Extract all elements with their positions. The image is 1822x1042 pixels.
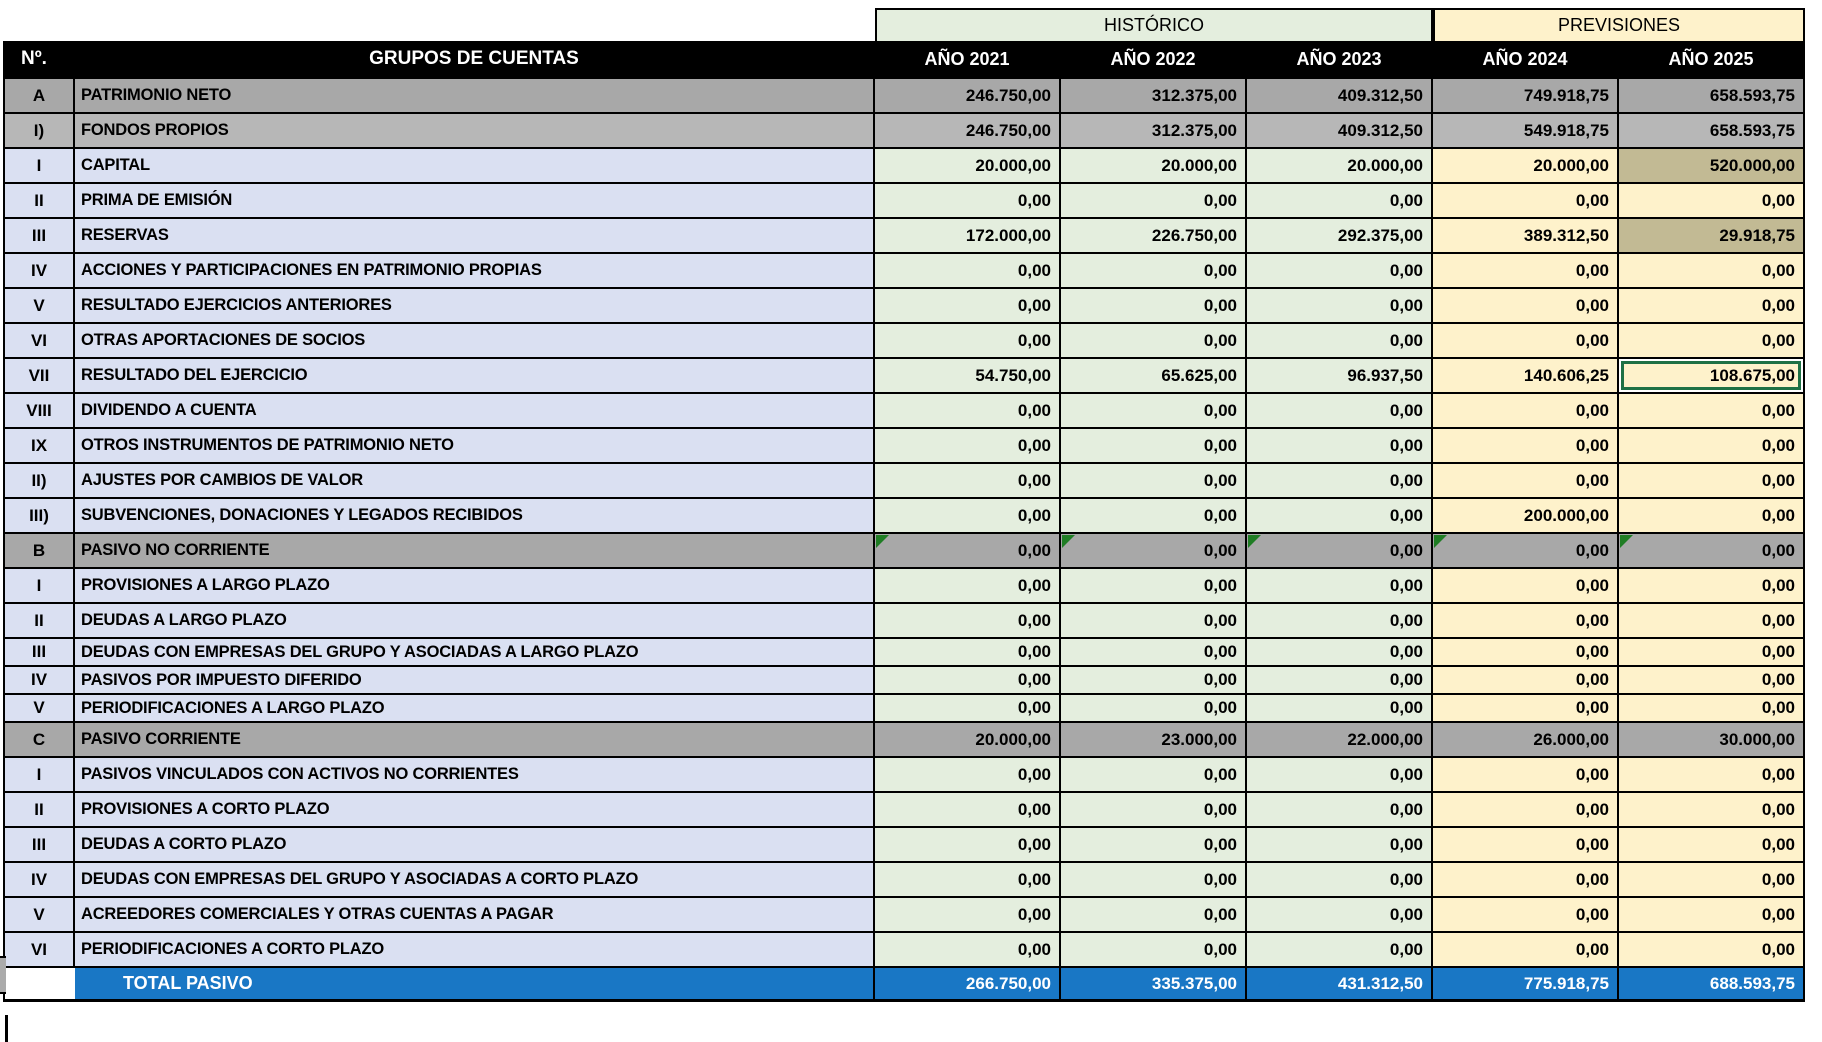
row-23-label[interactable]: DEUDAS CON EMPRESAS DEL GRUPO Y ASOCIADAS A CORTO PLAZO	[75, 863, 875, 898]
row-24-label[interactable]: ACREEDORES COMERCIALES Y OTRAS CUENTAS A PAGAR	[75, 898, 875, 933]
account-row	[3, 639, 1805, 667]
account-row	[3, 499, 1805, 534]
account-row	[3, 429, 1805, 464]
row-7-label[interactable]: OTRAS APORTACIONES DE SOCIOS	[75, 324, 875, 359]
row-13-value-2022[interactable]: 0,00	[1061, 534, 1247, 569]
account-row	[3, 933, 1805, 968]
row-6-number[interactable]: V	[3, 289, 75, 324]
row-4-label[interactable]: RESERVAS	[75, 219, 875, 254]
row-3-value-2022[interactable]: 0,00	[1061, 184, 1247, 219]
row-1-number[interactable]: I)	[3, 114, 75, 149]
period-band-row	[3, 8, 1805, 41]
row-9-value-2021[interactable]: 0,00	[875, 394, 1061, 429]
total-value-2023[interactable]: 431.312,50	[1247, 968, 1433, 1002]
row-10-number[interactable]: IX	[3, 429, 75, 464]
row-14-label[interactable]: PROVISIONES A LARGO PLAZO	[75, 569, 875, 604]
row-22-value-2023[interactable]: 0,00	[1247, 828, 1433, 863]
row-6-value-2025[interactable]: 0,00	[1619, 289, 1805, 324]
row-15-label[interactable]: DEUDAS A LARGO PLAZO	[75, 604, 875, 639]
row-8-value-2021[interactable]: 54.750,00	[875, 359, 1061, 394]
column-header-year-2022: AÑO 2022	[1061, 41, 1247, 79]
row-2-value-2021[interactable]: 20.000,00	[875, 149, 1061, 184]
row-12-value-2022[interactable]: 0,00	[1061, 499, 1247, 534]
row-13-value-2023[interactable]: 0,00	[1247, 534, 1433, 569]
row-10-value-2022[interactable]: 0,00	[1061, 429, 1247, 464]
row-7-value-2022[interactable]: 0,00	[1061, 324, 1247, 359]
row-23-value-2023[interactable]: 0,00	[1247, 863, 1433, 898]
row-19-value-2023[interactable]: 22.000,00	[1247, 723, 1433, 758]
row-21-value-2021[interactable]: 0,00	[875, 793, 1061, 828]
row-4-value-2022[interactable]: 226.750,00	[1061, 219, 1247, 254]
row-13-value-2021[interactable]: 0,00	[875, 534, 1061, 569]
column-header-year-2024: AÑO 2024	[1433, 41, 1619, 79]
row-9-value-2022[interactable]: 0,00	[1061, 394, 1247, 429]
column-header-year-2023: AÑO 2023	[1247, 41, 1433, 79]
total-value-2024[interactable]: 775.918,75	[1433, 968, 1619, 1002]
account-row	[3, 723, 1805, 758]
row-13-label[interactable]: PASIVO NO CORRIENTE	[75, 534, 875, 569]
row-6-value-2022[interactable]: 0,00	[1061, 289, 1247, 324]
row-3-label[interactable]: PRIMA DE EMISIÓN	[75, 184, 875, 219]
row-14-value-2024[interactable]: 0,00	[1433, 569, 1619, 604]
row-1-value-2025[interactable]: 658.593,75	[1619, 114, 1805, 149]
forecast-band-header: PREVISIONES	[1433, 8, 1805, 41]
row-10-value-2023[interactable]: 0,00	[1247, 429, 1433, 464]
row-4-value-2021[interactable]: 172.000,00	[875, 219, 1061, 254]
row-21-label[interactable]: PROVISIONES A CORTO PLAZO	[75, 793, 875, 828]
row-5-label[interactable]: ACCIONES Y PARTICIPACIONES EN PATRIMONIO PROPIAS	[75, 254, 875, 289]
row-6-label[interactable]: RESULTADO EJERCICIOS ANTERIORES	[75, 289, 875, 324]
account-row	[3, 394, 1805, 429]
row-22-value-2025[interactable]: 0,00	[1619, 828, 1805, 863]
total-row	[3, 968, 1805, 1002]
row-6-value-2023[interactable]: 0,00	[1247, 289, 1433, 324]
row-15-value-2025[interactable]: 0,00	[1619, 604, 1805, 639]
row-10-value-2021[interactable]: 0,00	[875, 429, 1061, 464]
account-row	[3, 793, 1805, 828]
row-18-value-2021[interactable]: 0,00	[875, 695, 1061, 723]
account-row	[3, 863, 1805, 898]
row-25-value-2025[interactable]: 0,00	[1619, 933, 1805, 968]
row-11-value-2023[interactable]: 0,00	[1247, 464, 1433, 499]
row-21-number[interactable]: II	[3, 793, 75, 828]
row-17-label[interactable]: PASIVOS POR IMPUESTO DIFERIDO	[75, 667, 875, 695]
row-21-value-2025[interactable]: 0,00	[1619, 793, 1805, 828]
row-7-value-2025[interactable]: 0,00	[1619, 324, 1805, 359]
row-6-value-2021[interactable]: 0,00	[875, 289, 1061, 324]
row-18-value-2024[interactable]: 0,00	[1433, 695, 1619, 723]
row-15-value-2023[interactable]: 0,00	[1247, 604, 1433, 639]
row-16-value-2024[interactable]: 0,00	[1433, 639, 1619, 667]
row-0-value-2022[interactable]: 312.375,00	[1061, 79, 1247, 114]
row-12-value-2024[interactable]: 200.000,00	[1433, 499, 1619, 534]
row-1-value-2021[interactable]: 246.750,00	[875, 114, 1061, 149]
row-3-value-2025[interactable]: 0,00	[1619, 184, 1805, 219]
row-4-number[interactable]: III	[3, 219, 75, 254]
row-14-value-2021[interactable]: 0,00	[875, 569, 1061, 604]
row-12-number[interactable]: III)	[3, 499, 75, 534]
account-row	[3, 604, 1805, 639]
row-19-value-2024[interactable]: 26.000,00	[1433, 723, 1619, 758]
row-8-number[interactable]: VII	[3, 359, 75, 394]
row-2-value-2024[interactable]: 20.000,00	[1433, 149, 1619, 184]
row-12-value-2025[interactable]: 0,00	[1619, 499, 1805, 534]
total-row-label[interactable]: TOTAL PASIVO	[75, 968, 875, 1002]
account-row	[3, 324, 1805, 359]
row-1-label[interactable]: FONDOS PROPIOS	[75, 114, 875, 149]
row-13-value-2024[interactable]: 0,00	[1433, 534, 1619, 569]
account-row	[3, 828, 1805, 863]
row-9-value-2023[interactable]: 0,00	[1247, 394, 1433, 429]
row-20-label[interactable]: PASIVOS VINCULADOS CON ACTIVOS NO CORRIENTES	[75, 758, 875, 793]
row-24-value-2025[interactable]: 0,00	[1619, 898, 1805, 933]
account-row	[3, 534, 1805, 569]
account-row	[3, 114, 1805, 149]
row-3-value-2021[interactable]: 0,00	[875, 184, 1061, 219]
row-8-value-2025[interactable]: 108.675,00	[1619, 359, 1805, 394]
row-17-value-2022[interactable]: 0,00	[1061, 667, 1247, 695]
row-21-value-2023[interactable]: 0,00	[1247, 793, 1433, 828]
account-row	[3, 289, 1805, 324]
row-9-number[interactable]: VIII	[3, 394, 75, 429]
account-row	[3, 695, 1805, 723]
row-24-value-2024[interactable]: 0,00	[1433, 898, 1619, 933]
row-0-value-2025[interactable]: 658.593,75	[1619, 79, 1805, 114]
row-19-value-2021[interactable]: 20.000,00	[875, 723, 1061, 758]
row-17-number[interactable]: IV	[3, 667, 75, 695]
row-11-value-2024[interactable]: 0,00	[1433, 464, 1619, 499]
row-24-number[interactable]: V	[3, 898, 75, 933]
row-5-value-2022[interactable]: 0,00	[1061, 254, 1247, 289]
account-row	[3, 254, 1805, 289]
account-row	[3, 464, 1805, 499]
table-body	[3, 79, 1805, 968]
row-14-value-2025[interactable]: 0,00	[1619, 569, 1805, 604]
row-25-number[interactable]: VI	[3, 933, 75, 968]
row-18-number[interactable]: V	[3, 695, 75, 723]
row-16-value-2021[interactable]: 0,00	[875, 639, 1061, 667]
row-20-number[interactable]: I	[3, 758, 75, 793]
account-row	[3, 359, 1805, 394]
account-row	[3, 149, 1805, 184]
row-4-value-2025[interactable]: 29.918,75	[1619, 219, 1805, 254]
row-22-number[interactable]: III	[3, 828, 75, 863]
row-23-number[interactable]: IV	[3, 863, 75, 898]
cropped-gridline-artifact	[5, 1015, 8, 1042]
row-0-label[interactable]: PATRIMONIO NETO	[75, 79, 875, 114]
row-22-value-2024[interactable]: 0,00	[1433, 828, 1619, 863]
row-9-value-2024[interactable]: 0,00	[1433, 394, 1619, 429]
row-23-value-2025[interactable]: 0,00	[1619, 863, 1805, 898]
row-5-value-2025[interactable]: 0,00	[1619, 254, 1805, 289]
row-17-value-2024[interactable]: 0,00	[1433, 667, 1619, 695]
row-6-value-2024[interactable]: 0,00	[1433, 289, 1619, 324]
row-2-label[interactable]: CAPITAL	[75, 149, 875, 184]
row-3-number[interactable]: II	[3, 184, 75, 219]
row-7-value-2024[interactable]: 0,00	[1433, 324, 1619, 359]
account-row	[3, 184, 1805, 219]
row-8-value-2024[interactable]: 140.606,25	[1433, 359, 1619, 394]
row-12-value-2023[interactable]: 0,00	[1247, 499, 1433, 534]
row-25-value-2022[interactable]: 0,00	[1061, 933, 1247, 968]
row-25-label[interactable]: PERIODIFICACIONES A CORTO PLAZO	[75, 933, 875, 968]
row-13-number[interactable]: B	[3, 534, 75, 569]
row-16-value-2025[interactable]: 0,00	[1619, 639, 1805, 667]
row-19-label[interactable]: PASIVO CORRIENTE	[75, 723, 875, 758]
row-25-value-2024[interactable]: 0,00	[1433, 933, 1619, 968]
row-19-value-2022[interactable]: 23.000,00	[1061, 723, 1247, 758]
row-0-value-2024[interactable]: 749.918,75	[1433, 79, 1619, 114]
row-24-value-2023[interactable]: 0,00	[1247, 898, 1433, 933]
band-spacer	[3, 8, 875, 41]
row-22-label[interactable]: DEUDAS A CORTO PLAZO	[75, 828, 875, 863]
row-11-value-2022[interactable]: 0,00	[1061, 464, 1247, 499]
row-13-value-2025[interactable]: 0,00	[1619, 534, 1805, 569]
column-header-number: Nº.	[3, 41, 75, 79]
row-17-value-2021[interactable]: 0,00	[875, 667, 1061, 695]
total-row-spacer	[3, 968, 75, 1002]
row-9-value-2025[interactable]: 0,00	[1619, 394, 1805, 429]
row-15-value-2024[interactable]: 0,00	[1433, 604, 1619, 639]
row-7-number[interactable]: VI	[3, 324, 75, 359]
column-header-groups: GRUPOS DE CUENTAS	[75, 41, 875, 79]
row-5-value-2024[interactable]: 0,00	[1433, 254, 1619, 289]
row-1-value-2024[interactable]: 549.918,75	[1433, 114, 1619, 149]
row-15-value-2022[interactable]: 0,00	[1061, 604, 1247, 639]
row-22-value-2021[interactable]: 0,00	[875, 828, 1061, 863]
row-15-number[interactable]: II	[3, 604, 75, 639]
row-21-value-2022[interactable]: 0,00	[1061, 793, 1247, 828]
row-4-value-2024[interactable]: 389.312,50	[1433, 219, 1619, 254]
row-2-number[interactable]: I	[3, 149, 75, 184]
row-12-label[interactable]: SUBVENCIONES, DONACIONES Y LEGADOS RECIBIDOS	[75, 499, 875, 534]
total-value-2021[interactable]: 266.750,00	[875, 968, 1061, 1002]
row-20-value-2021[interactable]: 0,00	[875, 758, 1061, 793]
account-row	[3, 667, 1805, 695]
row-1-value-2022[interactable]: 312.375,00	[1061, 114, 1247, 149]
row-20-value-2022[interactable]: 0,00	[1061, 758, 1247, 793]
row-8-label[interactable]: RESULTADO DEL EJERCICIO	[75, 359, 875, 394]
row-25-value-2023[interactable]: 0,00	[1247, 933, 1433, 968]
row-2-value-2022[interactable]: 20.000,00	[1061, 149, 1247, 184]
row-14-number[interactable]: I	[3, 569, 75, 604]
row-16-number[interactable]: III	[3, 639, 75, 667]
row-3-value-2023[interactable]: 0,00	[1247, 184, 1433, 219]
row-2-value-2023[interactable]: 20.000,00	[1247, 149, 1433, 184]
row-7-value-2023[interactable]: 0,00	[1247, 324, 1433, 359]
row-3-value-2024[interactable]: 0,00	[1433, 184, 1619, 219]
row-7-value-2021[interactable]: 0,00	[875, 324, 1061, 359]
row-19-value-2025[interactable]: 30.000,00	[1619, 723, 1805, 758]
row-22-value-2022[interactable]: 0,00	[1061, 828, 1247, 863]
row-25-value-2021[interactable]: 0,00	[875, 933, 1061, 968]
row-23-value-2021[interactable]: 0,00	[875, 863, 1061, 898]
column-header-year-2025: AÑO 2025	[1619, 41, 1805, 79]
row-18-label[interactable]: PERIODIFICACIONES A LARGO PLAZO	[75, 695, 875, 723]
account-row	[3, 758, 1805, 793]
row-4-value-2023[interactable]: 292.375,00	[1247, 219, 1433, 254]
row-5-value-2023[interactable]: 0,00	[1247, 254, 1433, 289]
row-0-value-2021[interactable]: 246.750,00	[875, 79, 1061, 114]
account-row	[3, 898, 1805, 933]
balance-sheet-table	[3, 8, 1805, 1002]
row-21-value-2024[interactable]: 0,00	[1433, 793, 1619, 828]
row-10-label[interactable]: OTROS INSTRUMENTOS DE PATRIMONIO NETO	[75, 429, 875, 464]
column-header-row	[3, 41, 1805, 79]
row-20-value-2024[interactable]: 0,00	[1433, 758, 1619, 793]
row-15-value-2021[interactable]: 0,00	[875, 604, 1061, 639]
row-0-value-2023[interactable]: 409.312,50	[1247, 79, 1433, 114]
row-1-value-2023[interactable]: 409.312,50	[1247, 114, 1433, 149]
row-14-value-2022[interactable]: 0,00	[1061, 569, 1247, 604]
row-0-number[interactable]: A	[3, 79, 75, 114]
row-18-value-2022[interactable]: 0,00	[1061, 695, 1247, 723]
row-18-value-2023[interactable]: 0,00	[1247, 695, 1433, 723]
row-8-value-2023[interactable]: 96.937,50	[1247, 359, 1433, 394]
account-row	[3, 79, 1805, 114]
row-10-value-2025[interactable]: 0,00	[1619, 429, 1805, 464]
row-14-value-2023[interactable]: 0,00	[1247, 569, 1433, 604]
row-11-label[interactable]: AJUSTES POR CAMBIOS DE VALOR	[75, 464, 875, 499]
row-20-value-2023[interactable]: 0,00	[1247, 758, 1433, 793]
row-11-number[interactable]: II)	[3, 464, 75, 499]
account-row	[3, 219, 1805, 254]
row-23-value-2022[interactable]: 0,00	[1061, 863, 1247, 898]
row-17-value-2025[interactable]: 0,00	[1619, 667, 1805, 695]
column-header-year-2021: AÑO 2021	[875, 41, 1061, 79]
row-24-value-2022[interactable]: 0,00	[1061, 898, 1247, 933]
row-8-value-2022[interactable]: 65.625,00	[1061, 359, 1247, 394]
row-5-number[interactable]: IV	[3, 254, 75, 289]
row-23-value-2024[interactable]: 0,00	[1433, 863, 1619, 898]
row-18-value-2025[interactable]: 0,00	[1619, 695, 1805, 723]
row-9-label[interactable]: DIVIDENDO A CUENTA	[75, 394, 875, 429]
row-11-value-2021[interactable]: 0,00	[875, 464, 1061, 499]
cropped-neighbor-cell-artifact	[0, 956, 6, 994]
row-20-value-2025[interactable]: 0,00	[1619, 758, 1805, 793]
row-10-value-2024[interactable]: 0,00	[1433, 429, 1619, 464]
row-16-value-2023[interactable]: 0,00	[1247, 639, 1433, 667]
row-5-value-2021[interactable]: 0,00	[875, 254, 1061, 289]
row-16-label[interactable]: DEUDAS CON EMPRESAS DEL GRUPO Y ASOCIADAS A LARGO PLAZO	[75, 639, 875, 667]
row-2-value-2025[interactable]: 520.000,00	[1619, 149, 1805, 184]
row-17-value-2023[interactable]: 0,00	[1247, 667, 1433, 695]
total-value-2025[interactable]: 688.593,75	[1619, 968, 1805, 1002]
account-row	[3, 569, 1805, 604]
row-16-value-2022[interactable]: 0,00	[1061, 639, 1247, 667]
total-value-2022[interactable]: 335.375,00	[1061, 968, 1247, 1002]
row-19-number[interactable]: C	[3, 723, 75, 758]
historic-band-header: HISTÓRICO	[875, 8, 1433, 41]
row-11-value-2025[interactable]: 0,00	[1619, 464, 1805, 499]
row-12-value-2021[interactable]: 0,00	[875, 499, 1061, 534]
row-24-value-2021[interactable]: 0,00	[875, 898, 1061, 933]
